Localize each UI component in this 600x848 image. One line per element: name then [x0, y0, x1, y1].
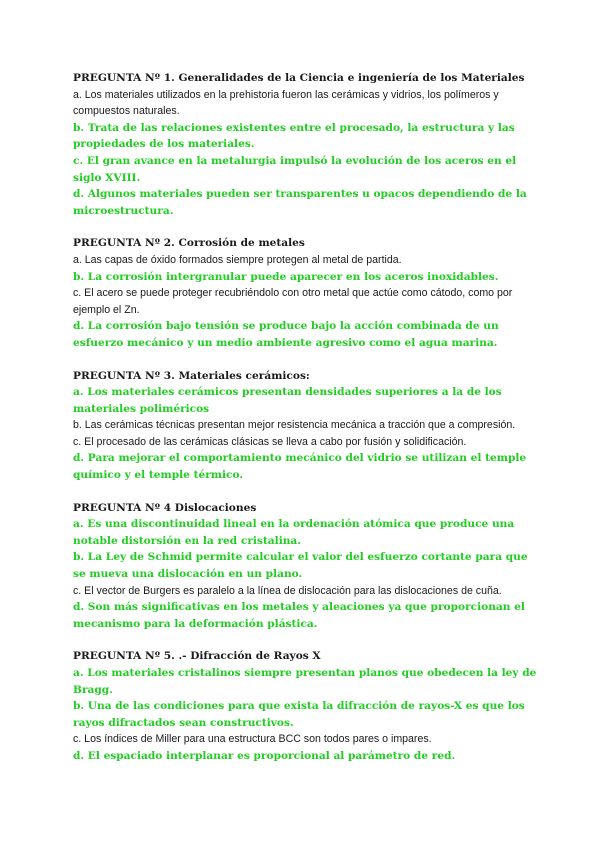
option-d-correct: d. El espaciado interplanar es proporcional al parámetro de red.	[73, 749, 456, 762]
question-2	[73, 235, 543, 351]
option-b-correct: b. La Ley de Schmid permite calcular el valor del esfuerzo cortante para que se mueva una dislocación en un plano.	[73, 551, 528, 581]
option-c-correct: c. El gran avance en la metalurgia impulsó la evolución de los aceros en el siglo XVIII.	[73, 154, 517, 184]
question-title: PREGUNTA Nº 1. Generalidades de la Ciencia e ingeniería de los Materiales	[73, 72, 525, 84]
option-d-correct: d. La corrosión bajo tensión se produce bajo la acción combinada de un esfuerzo mecánico y un medio ambiente agresivo como el agua marina.	[73, 320, 499, 349]
option-c: c. El acero se puede proteger recubriéndolo con otro metal que actúe como cátodo, como por ejemplo el Zn.	[73, 287, 513, 316]
option-d-correct: d. Para mejorar el comportamiento mecánico del vidrio se utilizan el temple químico y el temple térmico.	[73, 452, 527, 482]
option-a-correct: a. Los materiales cerámicos presentan densidades superiores a la de los materiales poliméricos	[73, 386, 502, 415]
option-b-correct: b. Trata de las relaciones existentes entre el procesado, la estructura y las propiedades de los materiales.	[73, 121, 515, 151]
question-3	[73, 368, 543, 484]
question-title: PREGUNTA Nº 4 Dislocaciones	[73, 501, 257, 514]
option-a: a. Los materiales utilizados en la prehistoria fueron las cerámicas y vidrios, los polímeros y compuestos naturales.	[73, 88, 499, 118]
document-page	[73, 70, 543, 781]
option-b-correct: b. Una de las condiciones para que exista la difracción de rayos-X es que los rayos difractados sean constructivos.	[73, 700, 525, 729]
option-a-correct: a. Es una discontinuidad lineal en la ordenación atómica que produce una notable distorsión en la red cristalina.	[73, 518, 515, 547]
option-a-correct: a. Los materiales cristalinos siempre presentan planos que obedecen la ley de Bragg.	[73, 667, 537, 696]
option-b: b. Las cerámicas técnicas presentan mejor resistencia mecánica a tracción que a compresión.	[73, 419, 516, 432]
question-title: PREGUNTA Nº 2. Corrosión de metales	[73, 237, 305, 250]
option-c: c. El procesado de las cerámicas clásicas se lleva a cabo por fusión y solidificación.	[73, 435, 467, 448]
option-d-correct: d. Algunos materiales pueden ser transparentes u opacos dependiendo de la microestructura.	[73, 188, 527, 217]
option-d-correct: d. Son más significativas en los metales y aleaciones ya que proporcionan el mecanismo para la deformación plástica.	[73, 601, 525, 630]
question-5	[73, 648, 543, 764]
question-title: PREGUNTA Nº 5. .- Difracción de Rayos X	[73, 650, 321, 663]
option-c: c. El vector de Burgers es paralelo a la línea de dislocación para las dislocaciones de cuña.	[73, 584, 502, 597]
option-c: c. Los índices de Miller para una estructura BCC son todos pares o impares.	[73, 733, 432, 746]
question-1	[73, 70, 543, 219]
option-b-correct: b. La corrosión intergranular puede aparecer en los aceros inoxidables.	[73, 270, 499, 283]
question-4	[73, 500, 543, 633]
option-a: a. Las capas de óxido formados siempre protegen al metal de partida.	[73, 253, 402, 266]
question-title: PREGUNTA Nº 3. Materiales cerámicos:	[73, 369, 310, 382]
